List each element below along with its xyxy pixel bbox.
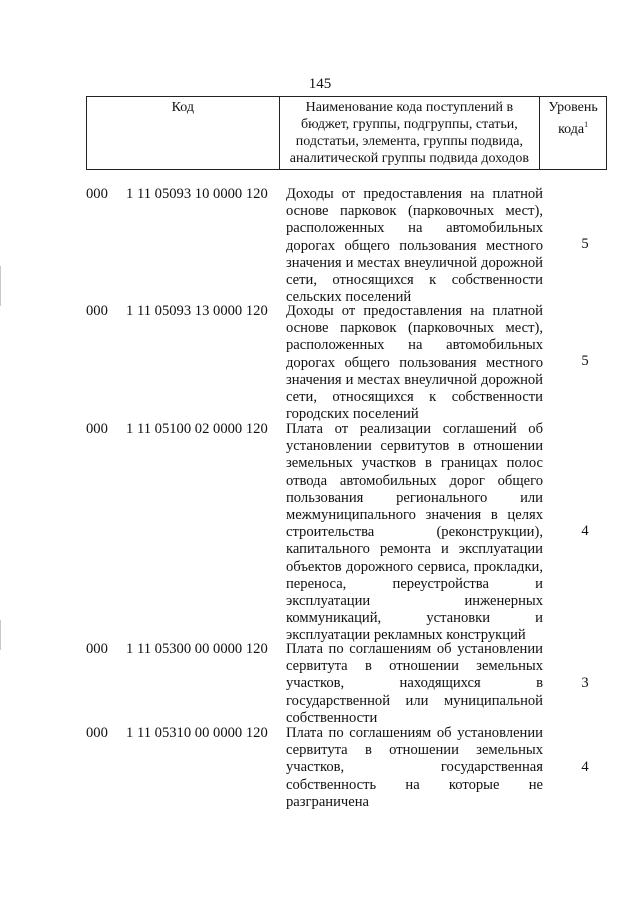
table-body bbox=[86, 186, 607, 815]
table-row bbox=[86, 303, 607, 421]
revenue-code: 1 11 05300 00 0000 120 bbox=[126, 641, 268, 657]
admin-code: 000 bbox=[86, 186, 108, 202]
revenue-code: 1 11 05100 02 0000 120 bbox=[126, 421, 268, 437]
scan-edge-mark bbox=[0, 620, 1, 650]
table-row bbox=[86, 641, 607, 725]
revenue-name: Плата от реализации соглашений об установлении сервитутов в отношении земельных участков в границах полос отвода автомобильных дорог общего пользования регионального или межмуниципального значения в целях строительства (реконструкции), капитального ремонта и эксплуатации объектов дорожного сервиса, прокладки, переноса, переустройства и эксплуатации инженерных коммуникаций, установки и эксплуатации рекламных конструкций bbox=[286, 421, 543, 644]
scan-edge-mark bbox=[0, 266, 1, 306]
code-level: 4 bbox=[581, 523, 589, 539]
code-level: 3 bbox=[581, 675, 589, 691]
admin-code: 000 bbox=[86, 725, 108, 741]
revenue-name: Доходы от предоставления на платной основе парковок (парковочных мест), расположенных на автомобильных дорогах общего пользования местного значения и местах внеуличной дорожной сети, относящихся к собственности сельских поселений bbox=[286, 186, 543, 306]
revenue-name: Плата по соглашениям об установлении сервитута в отношении земельных участков, государственная собственность на которые не разграничена bbox=[286, 725, 543, 810]
header-level bbox=[540, 97, 607, 170]
table-row bbox=[86, 421, 607, 644]
header-name: Наименование кода поступлений в бюджет, группы, подгруппы, статьи, подстатьи, элемента, группы подвида, аналитической группы подвида доходов bbox=[279, 97, 540, 170]
revenue-code: 1 11 05093 10 0000 120 bbox=[126, 186, 268, 202]
admin-code: 000 bbox=[86, 421, 108, 437]
revenue-name: Доходы от предоставления на платной основе парковок (парковочных мест), расположенных на автомобильных дорогах общего пользования местного значения и местах внеуличной дорожной сети, относящихся к собственности городских поселений bbox=[286, 303, 543, 423]
revenue-name: Плата по соглашениям об установлении сервитута в отношении земельных участков, находящихся в государственной или муниципальной собственности bbox=[286, 641, 543, 726]
revenue-code: 1 11 05310 00 0000 120 bbox=[126, 725, 268, 741]
revenue-code: 1 11 05093 13 0000 120 bbox=[126, 303, 268, 319]
table-row bbox=[86, 725, 607, 815]
table-row bbox=[86, 186, 607, 306]
code-level: 5 bbox=[581, 353, 589, 369]
header-level-footnote: 1 bbox=[584, 120, 589, 129]
table-header bbox=[86, 96, 607, 170]
page-number: 145 bbox=[308, 76, 332, 92]
code-level: 5 bbox=[581, 236, 589, 252]
code-level: 4 bbox=[581, 759, 589, 775]
admin-code: 000 bbox=[86, 303, 108, 319]
header-level-label: Уровень кода bbox=[548, 100, 598, 137]
admin-code: 000 bbox=[86, 641, 108, 657]
header-code: Код bbox=[87, 97, 280, 170]
